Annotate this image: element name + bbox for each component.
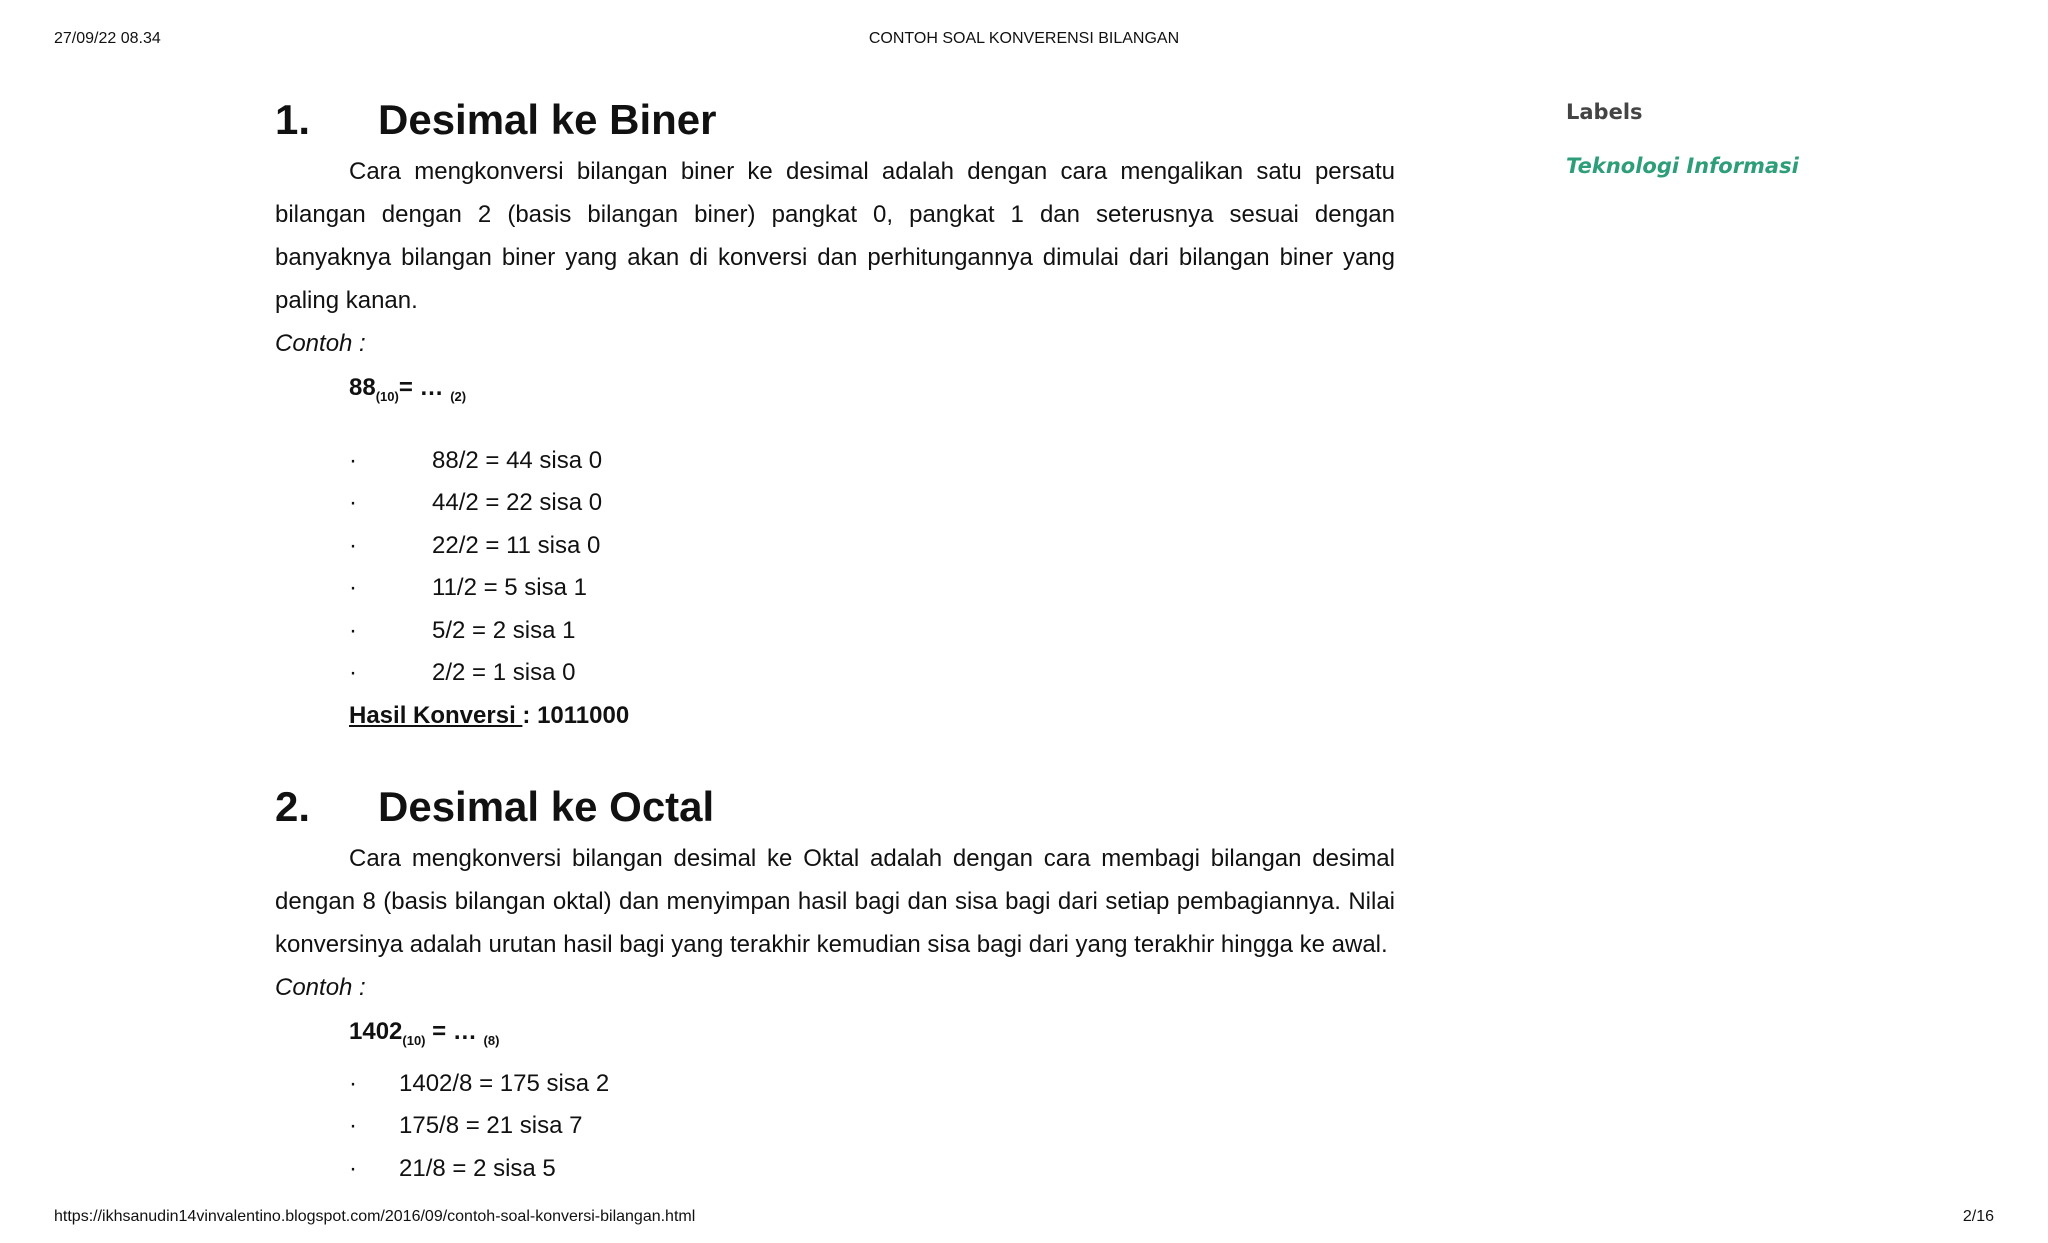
sidebar [1566,100,1986,178]
list-item [349,1063,1395,1106]
page-url: https://ikhsanudin14vinvalentino.blogspot.com/2016/09/contoh-soal-konversi-bilangan.html [54,1208,696,1225]
section-heading-1 [275,90,1395,150]
bullet: · [349,446,357,474]
example-eq: = … [425,1017,484,1045]
list-item [349,610,1395,653]
list-item [349,652,1395,695]
list-item [349,440,1395,483]
steps-list [349,440,1395,695]
print-datetime: 27/09/22 08.34 [54,30,161,47]
example-value: 1402 [349,1017,403,1045]
bullet: · [349,1112,357,1140]
from-base: (10) [375,388,399,404]
list-item [349,525,1395,568]
result-value: : 1011000 [522,701,630,729]
step-text: 175/8 = 21 sisa 7 [399,1112,583,1140]
print-header [54,30,1994,52]
labels-heading: Labels [1566,100,1643,124]
section-paragraph: Cara mengkonversi bilangan biner ke desimal adalah dengan cara mengalikan satu persatu bilangan dengan 2 (basis bilangan biner) pangkat 0, pangkat 1 dan seterusnya sesuai dengan banyaknya bilangan biner yang akan di konversi dan perhitungannya dimulai dari bilangan biner yang paling kanan. [275,158,1395,314]
print-title: CONTOH SOAL KONVERENSI BILANGAN [868,30,1180,47]
step-text: 2/2 = 1 sisa 0 [432,659,576,687]
step-text: 5/2 = 2 sisa 1 [432,616,576,644]
list-item [349,1148,1395,1191]
bullet: · [349,489,357,517]
example-value: 88 [349,374,376,401]
from-base: (10) [402,1032,426,1048]
bullet: · [349,1154,357,1182]
conversion-result [349,695,1395,737]
bullet: · [349,659,357,687]
section-number: 1. [275,96,311,143]
steps-list [349,1063,1395,1191]
section-title: Desimal ke Biner [378,96,717,143]
page-number: 2/16 [1962,1208,1994,1225]
example-equation [349,366,1395,419]
contoh-label: Contoh : [275,973,366,1001]
step-text: 88/2 = 44 sisa 0 [432,446,603,474]
section-heading-2 [275,777,1395,837]
step-text: 11/2 = 5 sisa 1 [432,574,587,602]
list-item [349,1105,1395,1148]
step-text: 22/2 = 11 sisa 0 [432,531,601,559]
list-item [349,482,1395,525]
step-text: 21/8 = 2 sisa 5 [399,1154,556,1182]
to-base: (2) [450,388,467,404]
step-text: 1402/8 = 175 sisa 2 [399,1069,610,1097]
bullet: · [349,616,357,644]
bullet: · [349,531,357,559]
bullet: · [349,1069,357,1097]
bullet: · [349,574,357,602]
example-equation [349,1010,1395,1063]
list-item [349,567,1395,610]
section-title: Desimal ke Octal [378,782,715,830]
to-base: (8) [483,1032,500,1048]
result-label: Hasil Konversi [349,701,523,729]
example-eq: = … [398,374,451,401]
section-paragraph: Cara mengkonversi bilangan desimal ke Oktal adalah dengan cara membagi bilangan desimal dengan 8 (basis bilangan oktal) dan menyimpan hasil bagi dan sisa bagi dari setiap pembagiannya. Nilai konversinya adalah urutan hasil bagi yang terakhir kemudian sisa bagi dari yang terakhir hingga ke awal. [275,844,1395,958]
contoh-label: Contoh : [275,330,366,357]
step-text: 44/2 = 22 sisa 0 [432,489,603,517]
section-number: 2. [275,782,311,830]
label-link-teknologi-informasi[interactable]: Teknologi Informasi [1566,154,1799,178]
print-footer [54,1208,1994,1230]
article-content [275,90,1395,1200]
